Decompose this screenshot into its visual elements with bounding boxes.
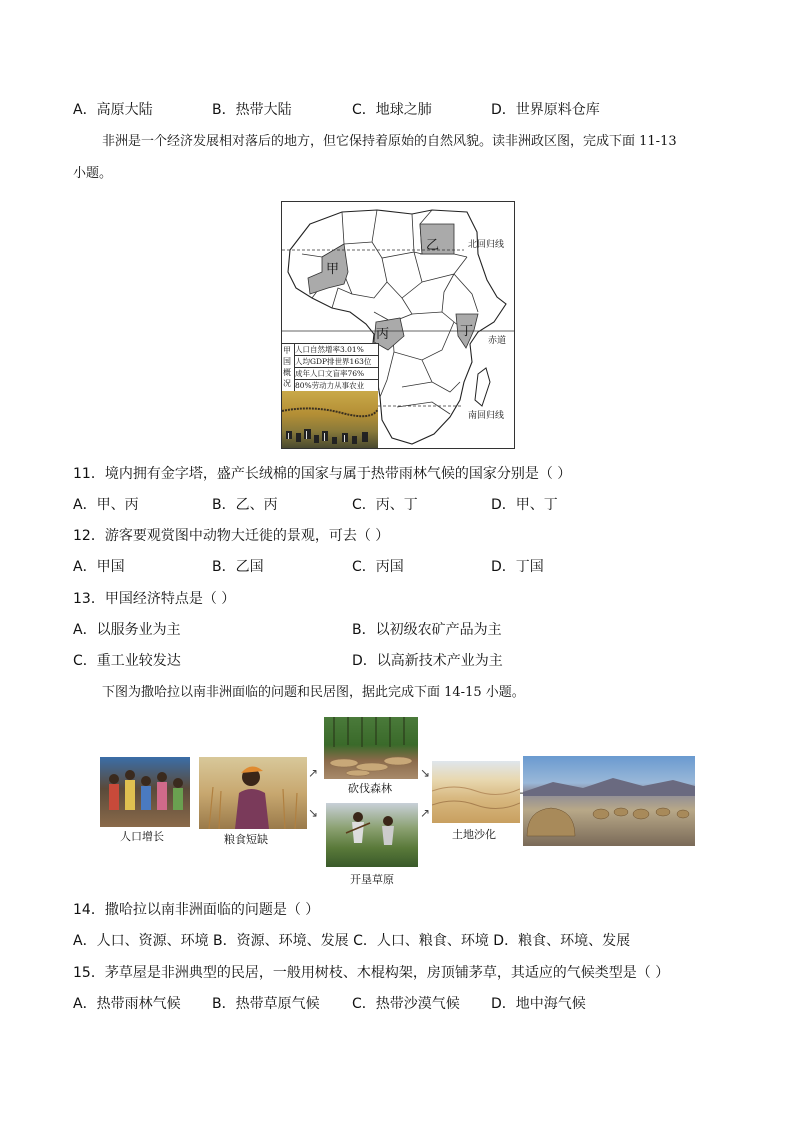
q12-option-a: A．甲国 [73,559,125,575]
arrow-to-deforest: ↗ [308,766,319,780]
q13-stem: 13．甲国经济特点是（ ） [73,591,236,607]
q13-option-b: B．以初级农矿产品为主 [352,622,502,638]
q10-option-c: C．地球之肺 [352,102,432,118]
profile-side-2: 国 [283,357,291,366]
arrow-reclaim-to-desert: ↗ [420,806,431,820]
q15-option-b: B．热带草原气候 [212,996,320,1012]
grassland-reclaim-photo [326,803,418,867]
profile-row-3: 成年人口文盲率76% [295,368,379,380]
label-yi: 乙 [426,238,440,253]
label-jia: 甲 [326,262,340,277]
label-south-tropic: 南回归线 [468,411,505,421]
profile-side-1: 甲 [283,346,291,355]
desertification-photo [432,761,520,823]
q10-option-b: B．热带大陆 [212,102,292,118]
arrow-deforest-to-desert: ↘ [420,766,431,780]
africa-map-figure [281,201,515,449]
q13-option-c: C．重工业较发达 [73,653,181,669]
q15-option-c: C．热带沙漠气候 [352,996,460,1012]
label-bing: 丙 [376,327,390,342]
q12-stem: 12．游客要观赏图中动物大迁徙的景观，可去（ ） [73,528,390,544]
intro-1-line-1: 非洲是一个经济发展相对落后的地方，但它保持着原始的自然风貌。读非洲政区图，完成下面 11-13 [102,134,677,149]
q12-option-b: B．乙国 [212,559,264,575]
q13-option-a: A．以服务业为主 [73,622,181,638]
label-north-tropic: 北回归线 [468,240,505,250]
profile-row-1: 人口自然增率3.01% [295,344,379,356]
q10-option-a: A．高原大陆 [73,102,153,118]
jia-profile-table [282,343,379,390]
q13-option-d: D．以高新技术产业为主 [352,653,503,669]
deforestation-photo [324,717,418,779]
thatched-huts-photo [523,756,695,846]
q11-stem: 11．境内拥有金字塔，盛产长绒棉的国家与属于热带雨林气候的国家分别是（ ） [73,466,572,482]
caption-population-growth: 人口增长 [120,830,164,843]
label-equator: 赤道 [488,336,507,346]
profile-row-4: 80%劳动力从事农业 [295,381,365,390]
q15-option-a: A．热带雨林气候 [73,996,181,1012]
q11-option-c: C．丙、丁 [352,497,418,513]
caption-desertification: 土地沙化 [452,828,496,841]
q15-stem: 15．茅草屋是非洲典型的民居，一般用树枝、木棍构架，房顶铺茅草，其适应的气候类型是（ ） [73,965,670,981]
profile-row-2: 人均GDP排世界163位 [295,356,379,368]
caption-grassland-reclaim: 开垦草原 [350,873,394,886]
q14-options: A．人口、资源、环境 B．资源、环境、发展 C．人口、粮食、环境 D．粮食、环境、发展 [73,933,631,949]
profile-side-4: 况 [283,379,291,388]
food-shortage-photo [199,757,307,829]
q11-option-a: A．甲、丙 [73,497,139,513]
label-ding: 丁 [460,324,474,339]
population-growth-photo [100,757,190,827]
intro-2: 下图为撒哈拉以南非洲面临的问题和民居图，据此完成下面 14-15 小题。 [102,685,525,700]
caption-food-shortage: 粮食短缺 [224,833,268,846]
q10-option-d: D．世界原料仓库 [491,102,600,118]
caption-deforestation: 砍伐森林 [348,782,392,795]
q15-option-d: D．地中海气候 [491,996,586,1012]
q12-option-c: C．丙国 [352,559,404,575]
q12-option-d: D．丁国 [491,559,544,575]
q11-option-b: B．乙、丙 [212,497,278,513]
q14-stem: 14．撒哈拉以南非洲面临的问题是（ ） [73,902,320,918]
arrow-to-reclaim: ↘ [308,806,319,820]
animal-migration-photo [282,391,378,448]
profile-side-3: 概 [283,368,291,377]
intro-1-line-2: 小题。 [73,166,113,181]
problems-figure [98,714,698,889]
q11-option-d: D．甲、丁 [491,497,558,513]
